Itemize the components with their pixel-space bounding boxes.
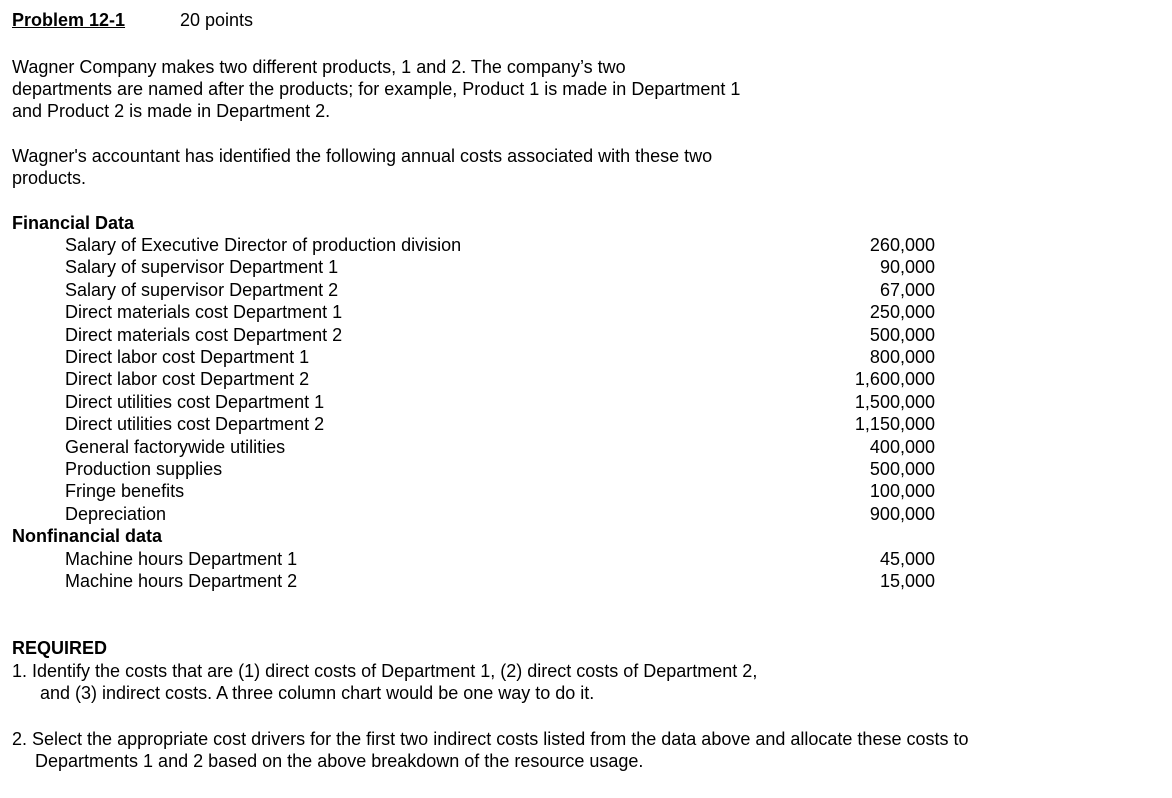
intro-line: departments are named after the products; for example, Product 1 is made in Department 1 <box>12 79 741 99</box>
cost-value: 1,500,000 <box>854 391 935 412</box>
cost-value: 100,000 <box>869 481 935 502</box>
cost-label: Direct utilities cost Department 2 <box>65 414 325 435</box>
financial-row <box>65 480 935 502</box>
cost-label: Direct labor cost Department 1 <box>65 346 310 367</box>
nonfinancial-data-heading: Nonfinancial data <box>12 526 163 546</box>
financial-row <box>65 368 935 390</box>
cost-label: Direct materials cost Department 2 <box>65 324 343 345</box>
financial-row <box>65 346 935 368</box>
cost-value: 90,000 <box>879 257 935 278</box>
cost-value: 260,000 <box>869 235 935 255</box>
problem-title: Problem 12-1 <box>12 10 126 30</box>
required-item-1: 1. Identify the costs that are (1) direct costs of Department 1, (2) direct costs of Department 2, <box>12 661 758 681</box>
cost-value: 250,000 <box>869 302 935 323</box>
financial-data-list <box>65 234 935 525</box>
cost-label: Direct utilities cost Department 1 <box>65 391 325 412</box>
cost-label: Salary of Executive Director of production division <box>65 235 462 255</box>
nonfinancial-row <box>65 570 935 592</box>
financial-row <box>65 413 935 435</box>
financial-row <box>65 256 935 278</box>
financial-row <box>65 324 935 346</box>
cost-label: Direct labor cost Department 2 <box>65 369 310 390</box>
intro-line: Wagner Company makes two different products, 1 and 2. The company’s two <box>12 57 626 77</box>
intro-line: products. <box>12 168 87 188</box>
cost-value: 900,000 <box>869 503 935 524</box>
cost-label: Salary of supervisor Department 2 <box>65 279 339 300</box>
financial-row <box>65 503 935 525</box>
cost-value: 1,600,000 <box>854 369 935 390</box>
intro-paragraph-2 <box>12 145 852 189</box>
intro-line: Wagner's accountant has identified the following annual costs associated with these two <box>12 146 713 166</box>
cost-label: Salary of supervisor Department 1 <box>65 257 339 278</box>
points-label: 20 points <box>180 10 254 30</box>
cost-label: Fringe benefits <box>65 481 185 502</box>
financial-row <box>65 391 935 413</box>
intro-paragraph-1 <box>12 56 852 122</box>
cost-value: 67,000 <box>879 279 935 300</box>
cost-label: Production supplies <box>65 458 223 479</box>
intro-line: and Product 2 is made in Department 2. <box>12 101 331 121</box>
financial-row <box>65 301 935 323</box>
cost-value: 800,000 <box>869 346 935 367</box>
cost-label: General factorywide utilities <box>65 436 286 457</box>
financial-data-heading: Financial Data <box>12 213 135 233</box>
financial-row <box>65 458 935 480</box>
measure-value: 15,000 <box>879 571 935 592</box>
cost-label: Direct materials cost Department 1 <box>65 302 343 323</box>
required-item-2-continued: Departments 1 and 2 based on the above breakdown of the resource usage. <box>35 751 644 771</box>
required-item-1-continued: and (3) indirect costs. A three column chart would be one way to do it. <box>40 683 595 703</box>
financial-row <box>65 279 935 301</box>
cost-value: 400,000 <box>869 436 935 457</box>
measure-label: Machine hours Department 1 <box>65 549 298 569</box>
cost-value: 1,150,000 <box>854 414 935 435</box>
required-item-2: 2. Select the appropriate cost drivers for the first two indirect costs listed from the data above and allocate these costs to <box>12 729 969 749</box>
cost-value: 500,000 <box>869 458 935 479</box>
nonfinancial-data-list <box>65 548 935 593</box>
nonfinancial-row <box>65 548 935 570</box>
financial-row <box>65 436 935 458</box>
financial-row <box>65 234 935 256</box>
cost-label: Depreciation <box>65 503 167 524</box>
measure-value: 45,000 <box>879 549 935 569</box>
cost-value: 500,000 <box>869 324 935 345</box>
required-heading: REQUIRED <box>12 638 108 658</box>
measure-label: Machine hours Department 2 <box>65 571 298 592</box>
